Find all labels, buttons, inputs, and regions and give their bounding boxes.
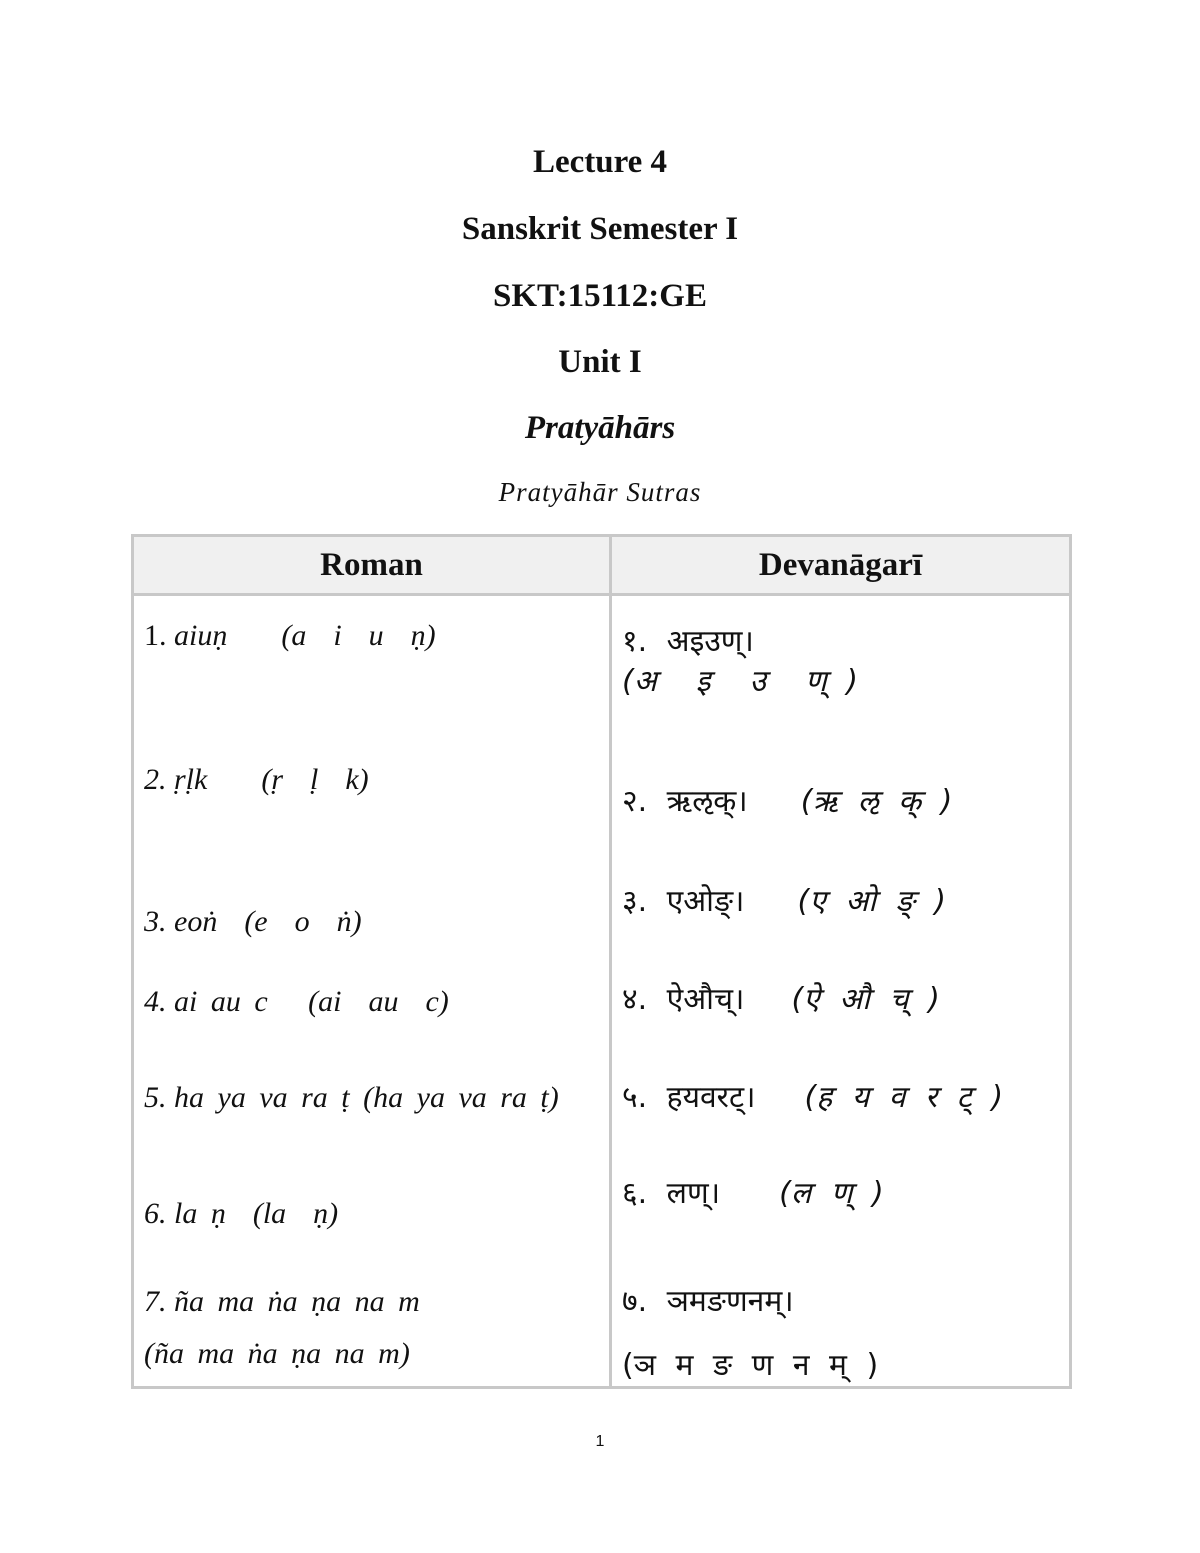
devanagari-split: (ए ओ ङ् ) [797, 884, 946, 919]
roman-cell [133, 942, 611, 1038]
table-row [133, 595, 1071, 737]
subtitle: Pratyāhār Sutras [498, 477, 702, 507]
devanagari-sutra: ७. ञमङणनम्। [622, 1284, 794, 1319]
table-row [133, 848, 1071, 942]
roman-sutra: aiuṇ (a i u ṇ) [174, 619, 436, 652]
devanagari-split: (ह य व र ट् ) [804, 1080, 1004, 1115]
roman-cell [133, 1146, 611, 1240]
devanagari-sutra: ३. एओङ्। [622, 884, 745, 919]
roman-sutra: eoṅ (e o ṅ) [174, 905, 362, 938]
devanagari-cell [611, 1038, 1071, 1146]
course-code: SKT:15112:GE [493, 278, 707, 314]
devanagari-sutra: ६. लण्। [622, 1176, 721, 1211]
pratyahara-table [131, 534, 1072, 1389]
devanagari-split: (ल ण् ) [779, 1176, 884, 1211]
column-header-roman: Roman [133, 536, 611, 595]
devanagari-cell [611, 1146, 1071, 1240]
row-number: 5. [144, 1081, 167, 1114]
devanagari-split: (अ इ उ ण् ) [622, 664, 858, 699]
roman-cell [133, 595, 611, 737]
row-number: 7. [144, 1285, 167, 1318]
devanagari-sutra: २. ऋऌक्। [622, 784, 748, 819]
table-row [133, 1146, 1071, 1240]
devanagari-cell [611, 848, 1071, 942]
row-number: 1. [144, 619, 167, 652]
roman-sutra: ṛḷk (ṛ ḷ k) [174, 763, 369, 796]
table-row [133, 942, 1071, 1038]
devanagari-cell [611, 595, 1071, 737]
roman-sutra: ai au c (ai au c) [174, 985, 449, 1018]
devanagari-cell [611, 736, 1071, 848]
lecture-title: Lecture 4 [532, 144, 668, 180]
row-number: 2. [144, 763, 167, 796]
devanagari-split: (ञ म ङ ण न म् ) [622, 1348, 879, 1383]
table-row [133, 1240, 1071, 1388]
row-number: 3. [144, 905, 167, 938]
devanagari-sutra: ४. ऐऔच्। [622, 982, 745, 1017]
topic-title: Pratyāhārs [524, 410, 676, 446]
roman-sutra: la ṇ (la ṇ) [174, 1197, 339, 1230]
unit-title: Unit I [558, 344, 642, 380]
devanagari-cell [611, 942, 1071, 1038]
devanagari-split: (ऐ औ च् ) [791, 982, 940, 1017]
roman-cell [133, 736, 611, 848]
table-header-row [133, 536, 1071, 595]
column-header-devanagari: Devanāgarī [611, 536, 1071, 595]
devanagari-sutra: ५. हयवरट्। [622, 1080, 756, 1115]
page-number: 1 [595, 1433, 605, 1450]
devanagari-cell [611, 1240, 1071, 1388]
roman-cell [133, 1038, 611, 1146]
roman-sutra: ña ma ṅa ṇa na m [174, 1285, 420, 1318]
roman-sutra: ha ya va ra ṭ (ha ya va ra ṭ) [174, 1081, 559, 1114]
table-row [133, 1038, 1071, 1146]
roman-split: (ña ma ṅa ṇa na m) [144, 1337, 410, 1370]
row-number: 4. [144, 985, 167, 1018]
devanagari-split: (ऋ ऌ क् ) [800, 784, 953, 819]
row-number: 6. [144, 1197, 167, 1230]
roman-cell [133, 848, 611, 942]
course-title: Sanskrit Semester I [461, 211, 739, 247]
roman-cell [133, 1240, 611, 1388]
devanagari-sutra: १. अइउण्। [622, 624, 754, 659]
table-row [133, 736, 1071, 848]
